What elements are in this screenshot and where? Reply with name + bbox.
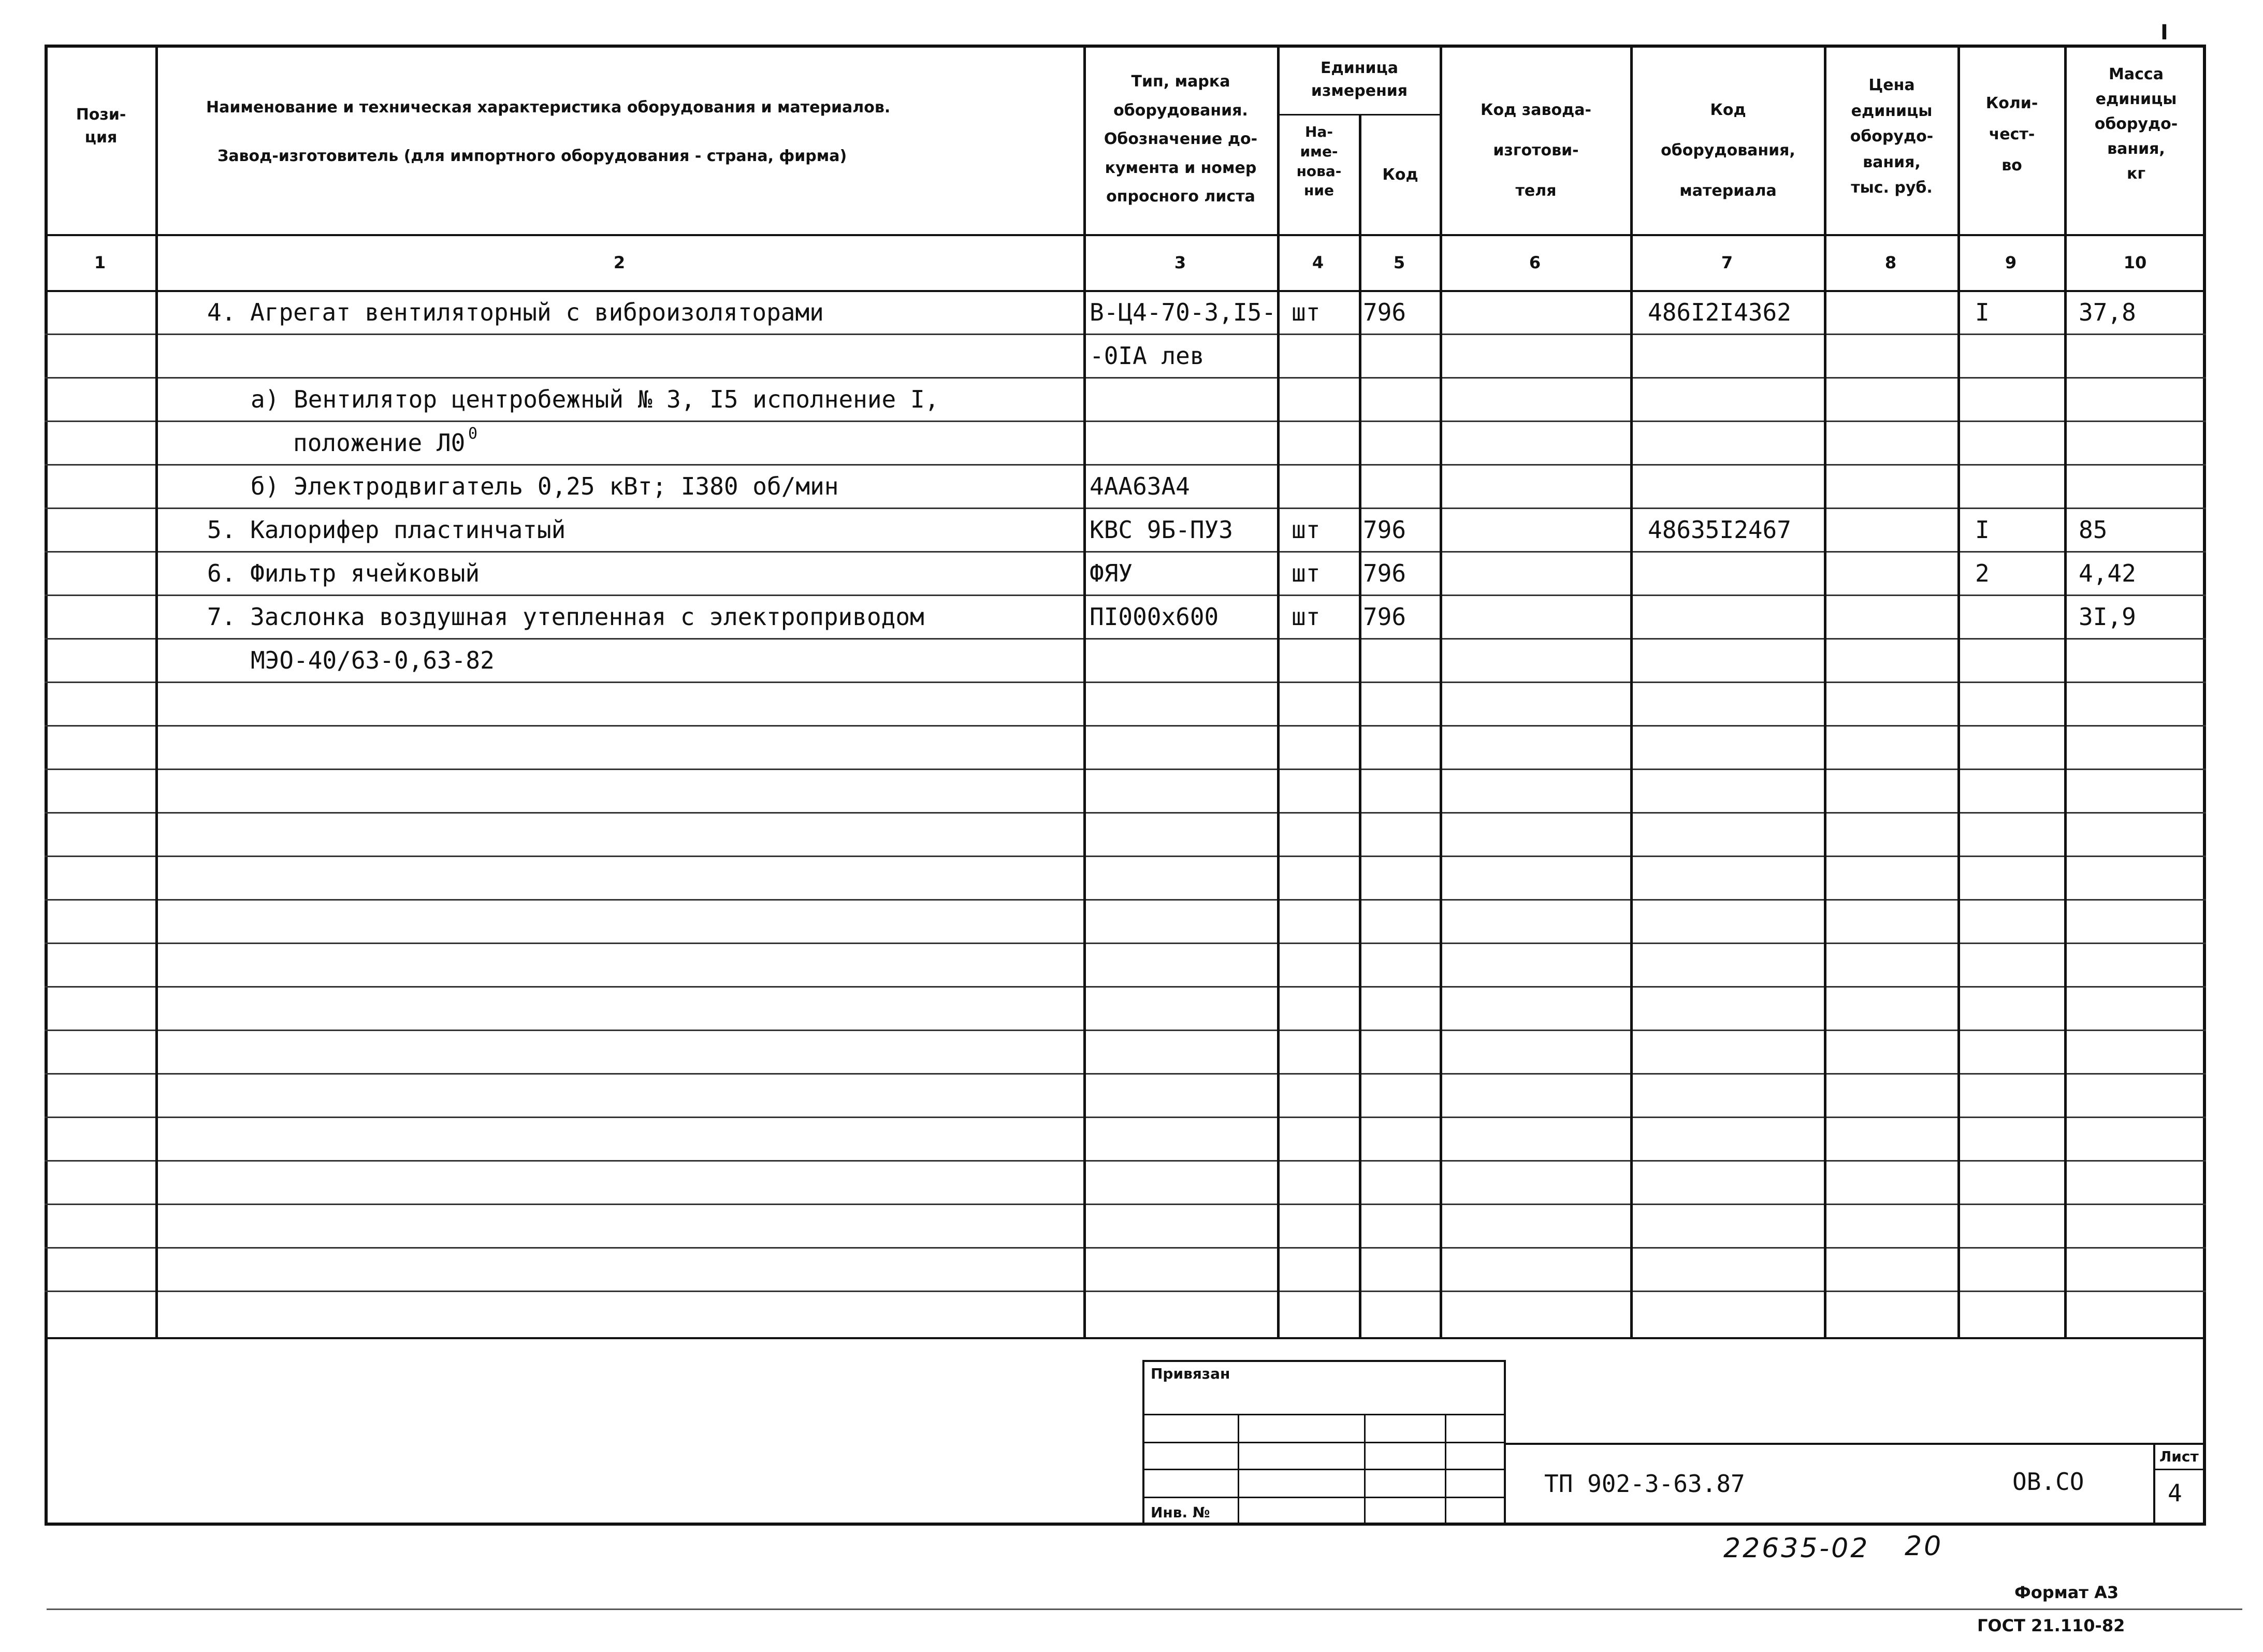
header-name-line2: Завод-изготовитель (для импортного оборудования - страна, фирма) <box>217 147 847 165</box>
item-type: КВС 9Б-ПУЗ <box>1090 516 1233 544</box>
col-divider-5 <box>1440 45 1442 1339</box>
archive-page: 20 <box>1905 1531 1943 1562</box>
column-number-10: 10 <box>2123 253 2147 272</box>
column-number-2: 2 <box>613 253 626 272</box>
item-type: 4АА63А4 <box>1090 472 1190 500</box>
item-name: МЭО-40/63-0,63-82 <box>251 646 495 674</box>
header-type: Тип, марка оборудования. Обозначение до- кумента и номер опросного листа <box>1104 73 1258 206</box>
item-type: -0IA лев <box>1090 342 1205 370</box>
stamp-vline-3 <box>1445 1414 1446 1526</box>
row-line <box>45 1117 2206 1118</box>
item-name: 7. Заслонка воздушная утепленная с электроприводом <box>207 603 924 631</box>
column-number-8: 8 <box>1884 253 1897 272</box>
row-line <box>45 1247 2206 1249</box>
col-divider-8 <box>1957 45 1960 1339</box>
row-line <box>45 899 2206 901</box>
item-quantity: I <box>1975 298 1990 326</box>
col-divider-7 <box>1824 45 1826 1339</box>
item-name: 5. Калорифер пластинчатый <box>207 516 566 544</box>
header-unit-group: Единица измерения <box>1311 59 1408 100</box>
row-line <box>45 377 2206 379</box>
item-equipment-code: 48635I2467 <box>1648 516 1791 544</box>
column-number-5: 5 <box>1393 253 1405 272</box>
header-price: Цена единицы оборудо- вания, тыс. руб. <box>1850 76 1934 197</box>
format-label: Формат А3 <box>2014 1583 2119 1602</box>
row-line <box>45 421 2206 422</box>
row-line <box>45 725 2206 727</box>
col-divider-2 <box>1083 45 1086 1339</box>
item-name: б) Электродвигатель 0,25 кВт; I380 об/мин <box>251 472 839 500</box>
header-quantity: Коли- чест- во <box>1985 94 2038 175</box>
header-bottom-line <box>45 234 2206 236</box>
column-number-9: 9 <box>2005 253 2017 272</box>
stamp-vline-2 <box>1364 1414 1366 1526</box>
archive-number: 22635-02 <box>1723 1533 1870 1564</box>
row-line <box>45 856 2206 857</box>
item-name: а) Вентилятор центробежный № 3, I5 исполнение I, <box>251 385 939 413</box>
item-name: 6. Фильтр ячейковый <box>207 559 480 587</box>
row-line <box>45 334 2206 335</box>
row-line <box>45 769 2206 770</box>
row-line <box>45 682 2206 683</box>
item-equipment-code: 486I2I4362 <box>1648 298 1791 326</box>
item-type: В-Ц4-70-3,I5- <box>1090 298 1276 326</box>
row-line <box>45 1030 2206 1031</box>
row-line <box>45 943 2206 944</box>
item-name: 4. Агрегат вентиляторный с виброизоляторами <box>207 298 824 326</box>
row-line <box>45 464 2206 466</box>
item-type: ПI000x600 <box>1090 603 1219 631</box>
item-unit-code: 796 <box>1363 603 1406 631</box>
header-position: Пози- ция <box>76 106 126 147</box>
stamp-inv-label: Инв. № <box>1151 1504 1210 1521</box>
item-name: положение Л0 <box>293 429 466 457</box>
row-line <box>45 986 2206 988</box>
stamp-line-3 <box>1142 1469 1506 1470</box>
col-divider-9 <box>2064 45 2067 1339</box>
column-number-6: 6 <box>1529 253 1541 272</box>
header-equipment-code: Код оборудования, материала <box>1661 101 1795 200</box>
stamp-doc-number: ТП 902-3-63.87 <box>1544 1470 1745 1498</box>
header-factory-code: Код завода- изготови- теля <box>1481 101 1591 200</box>
row-line <box>45 1073 2206 1075</box>
item-unit-code: 796 <box>1363 559 1406 587</box>
col-divider-3 <box>1277 45 1280 1339</box>
item-mass: 3I,9 <box>2079 603 2136 631</box>
column-number-3: 3 <box>1174 253 1186 272</box>
header-unit-name: На- име- нова- ние <box>1296 123 1342 199</box>
stamp-line-2 <box>1142 1442 1506 1443</box>
item-quantity: I <box>1975 516 1990 544</box>
table-body-bottom-line <box>45 1337 2206 1339</box>
item-mass: 4,42 <box>2079 559 2136 587</box>
row-line <box>45 508 2206 509</box>
row-line <box>45 638 2206 640</box>
item-type: ФЯУ <box>1090 559 1133 587</box>
unit-group-line <box>1277 114 1440 115</box>
col-divider-6 <box>1630 45 1633 1339</box>
item-unit-code: 796 <box>1363 298 1406 326</box>
stamp-vline-1 <box>1238 1414 1239 1526</box>
row-line <box>45 1160 2206 1162</box>
row-line <box>45 551 2206 553</box>
column-number-1: 1 <box>94 253 106 272</box>
colnum-bottom-line <box>45 290 2206 292</box>
item-quantity: 2 <box>1975 559 1990 587</box>
col-divider-4 <box>1359 114 1361 1339</box>
row-line <box>45 812 2206 814</box>
stamp-line-1 <box>1142 1414 1506 1415</box>
item-unit: шт <box>1292 516 1321 544</box>
col-divider-1 <box>155 45 158 1339</box>
item-unit-code: 796 <box>1363 516 1406 544</box>
stamp-attached-label: Привязан <box>1151 1365 1230 1382</box>
stamp-doc-code: ОВ.СО <box>2012 1468 2084 1496</box>
stamp-sheet-number: 4 <box>2168 1479 2182 1507</box>
row-line <box>45 1204 2206 1205</box>
header-mass: Масса единицы оборудо- вания, кг <box>2094 65 2178 183</box>
item-mass: 37,8 <box>2079 298 2136 326</box>
footer-line <box>47 1608 2242 1610</box>
stamp-sheet-divider <box>2153 1443 2155 1526</box>
stamp-sheet-label: Лист <box>2159 1448 2199 1465</box>
column-number-4: 4 <box>1312 253 1324 272</box>
item-mass: 85 <box>2079 516 2108 544</box>
row-line <box>45 595 2206 596</box>
item-unit: шт <box>1292 559 1321 587</box>
gost-label: ГОСТ 21.110-82 <box>1977 1616 2125 1635</box>
stamp-sheet-line <box>2153 1469 2206 1470</box>
item-unit: шт <box>1292 298 1321 326</box>
row-line <box>45 1291 2206 1292</box>
header-unit-code: Код <box>1382 166 1418 184</box>
header-name-line1: Наименование и техническая характеристика оборудования и материалов. <box>206 98 891 117</box>
item-unit: шт <box>1292 603 1321 631</box>
item-name-superscript: 0 <box>468 425 478 443</box>
column-number-7: 7 <box>1721 253 1733 272</box>
corner-mark: I <box>2160 21 2168 45</box>
stamp-line-4 <box>1142 1497 1506 1498</box>
